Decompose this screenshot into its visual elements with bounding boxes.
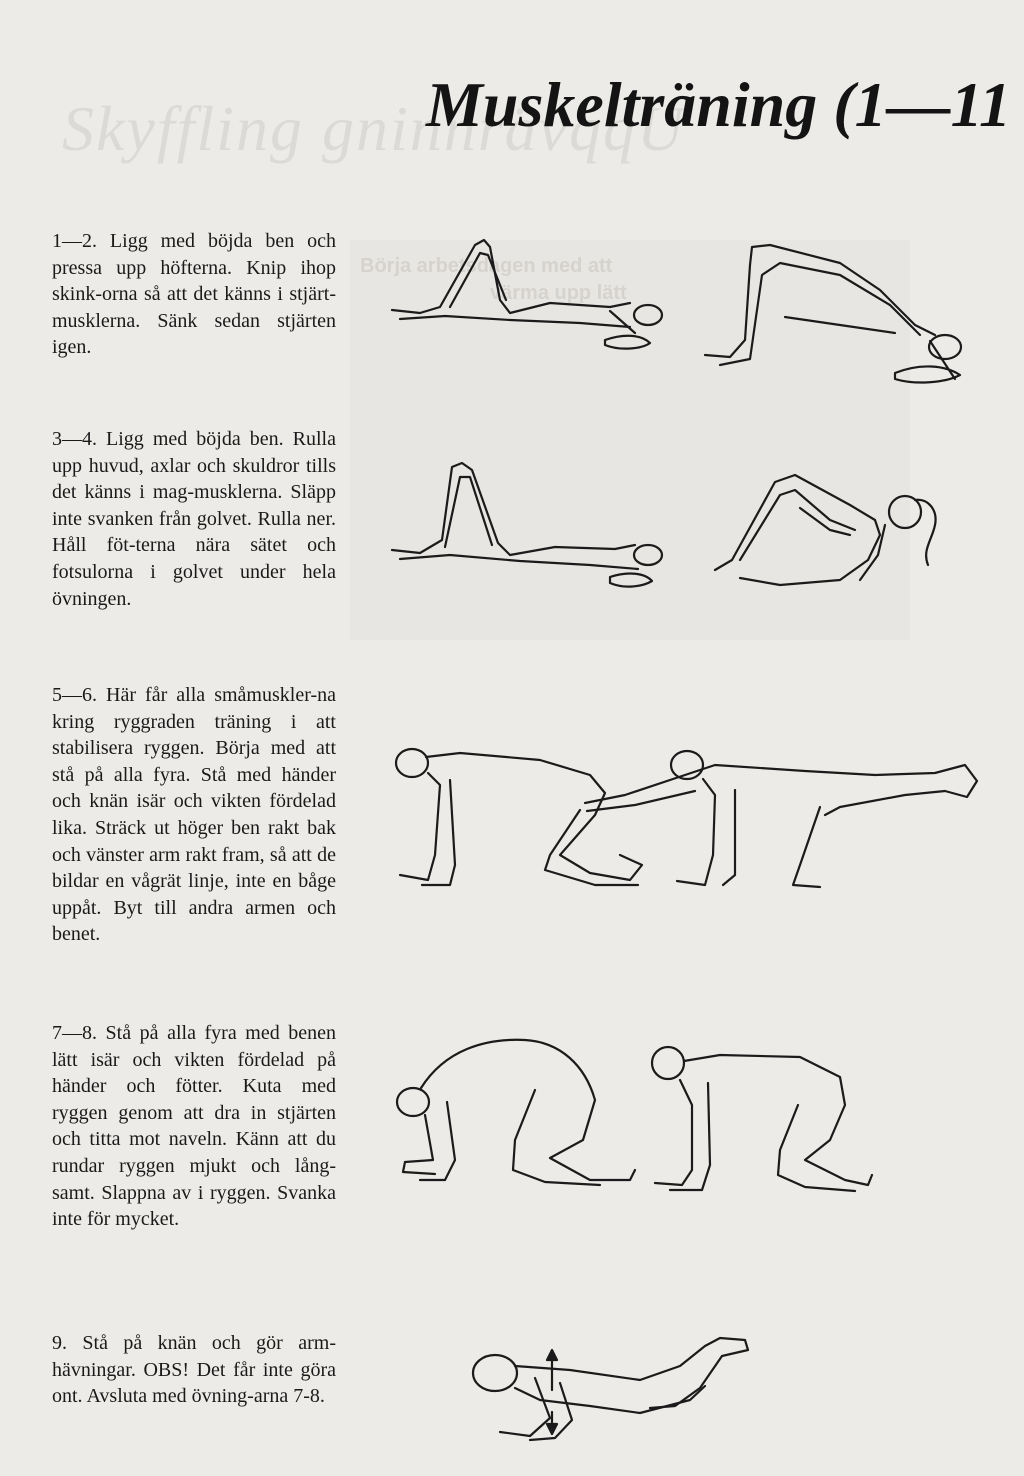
exercise-text-5-6: 5—6. Här får alla småmuskler-na kring ryggraden träning i att stabilisera ryggen. Börja med att stå på alla fyra. Stå med händer och knän isär och vikten fördelad lika. Sträck ut höger ben rakt bak och vänster arm rakt fram, så att de bildar en vågrät linje, inte en båge uppåt. Byt till andra armen och benet. [52, 684, 336, 946]
exercise-text-3-4: 3—4. Ligg med böjda ben. Rulla upp huvud, axlar och skuldror tills det känns i mag-musklerna. Släpp inte svanken från golvet. Rulla ner. Håll föt-terna nära sätet och fotsulorna i golvet under hela övningen. [52, 428, 336, 610]
illustration-exercise-4 [700, 460, 970, 600]
illustration-exercise-2 [690, 235, 980, 395]
exercise-text-9: 9. Stå på knän och gör arm-hävningar. OBS! Det får inte göra ont. Avsluta med övning-arna 7-8. [52, 1332, 336, 1408]
show-through-line: Börja arbetsdagen med att [360, 255, 613, 277]
exercise-text-7-8: 7—8. Stå på alla fyra med benen lätt isär och vikten fördelad på händer och fötter. Kuta med ryggen genom att dra in stjärten och titta mot naveln. Känn att du rundar ryggen mjukt och lång-samt. Slappna av i ryggen. Svanka inte för mycket. [52, 1022, 336, 1231]
show-through-heading: Skyffling gninnrävqqU [62, 93, 686, 164]
illustration-exercise-6 [575, 735, 995, 895]
illustration-exercise-3 [380, 455, 680, 595]
page-title: Muskelträning (1—11 [426, 68, 1012, 140]
illustration-exercise-7 [385, 1030, 650, 1195]
show-through-line: värma upp lätt [490, 282, 627, 304]
illustration-exercise-9 [460, 1328, 760, 1448]
illustration-exercise-1 [380, 215, 680, 385]
exercise-text-1-2: 1—2. Ligg med böjda ben och pressa upp höfterna. Knip ihop skink-orna så att det känns i stjärt-musklerna. Sänk sedan stjärten igen. [52, 230, 336, 359]
illustration-exercise-8 [640, 1035, 885, 1200]
